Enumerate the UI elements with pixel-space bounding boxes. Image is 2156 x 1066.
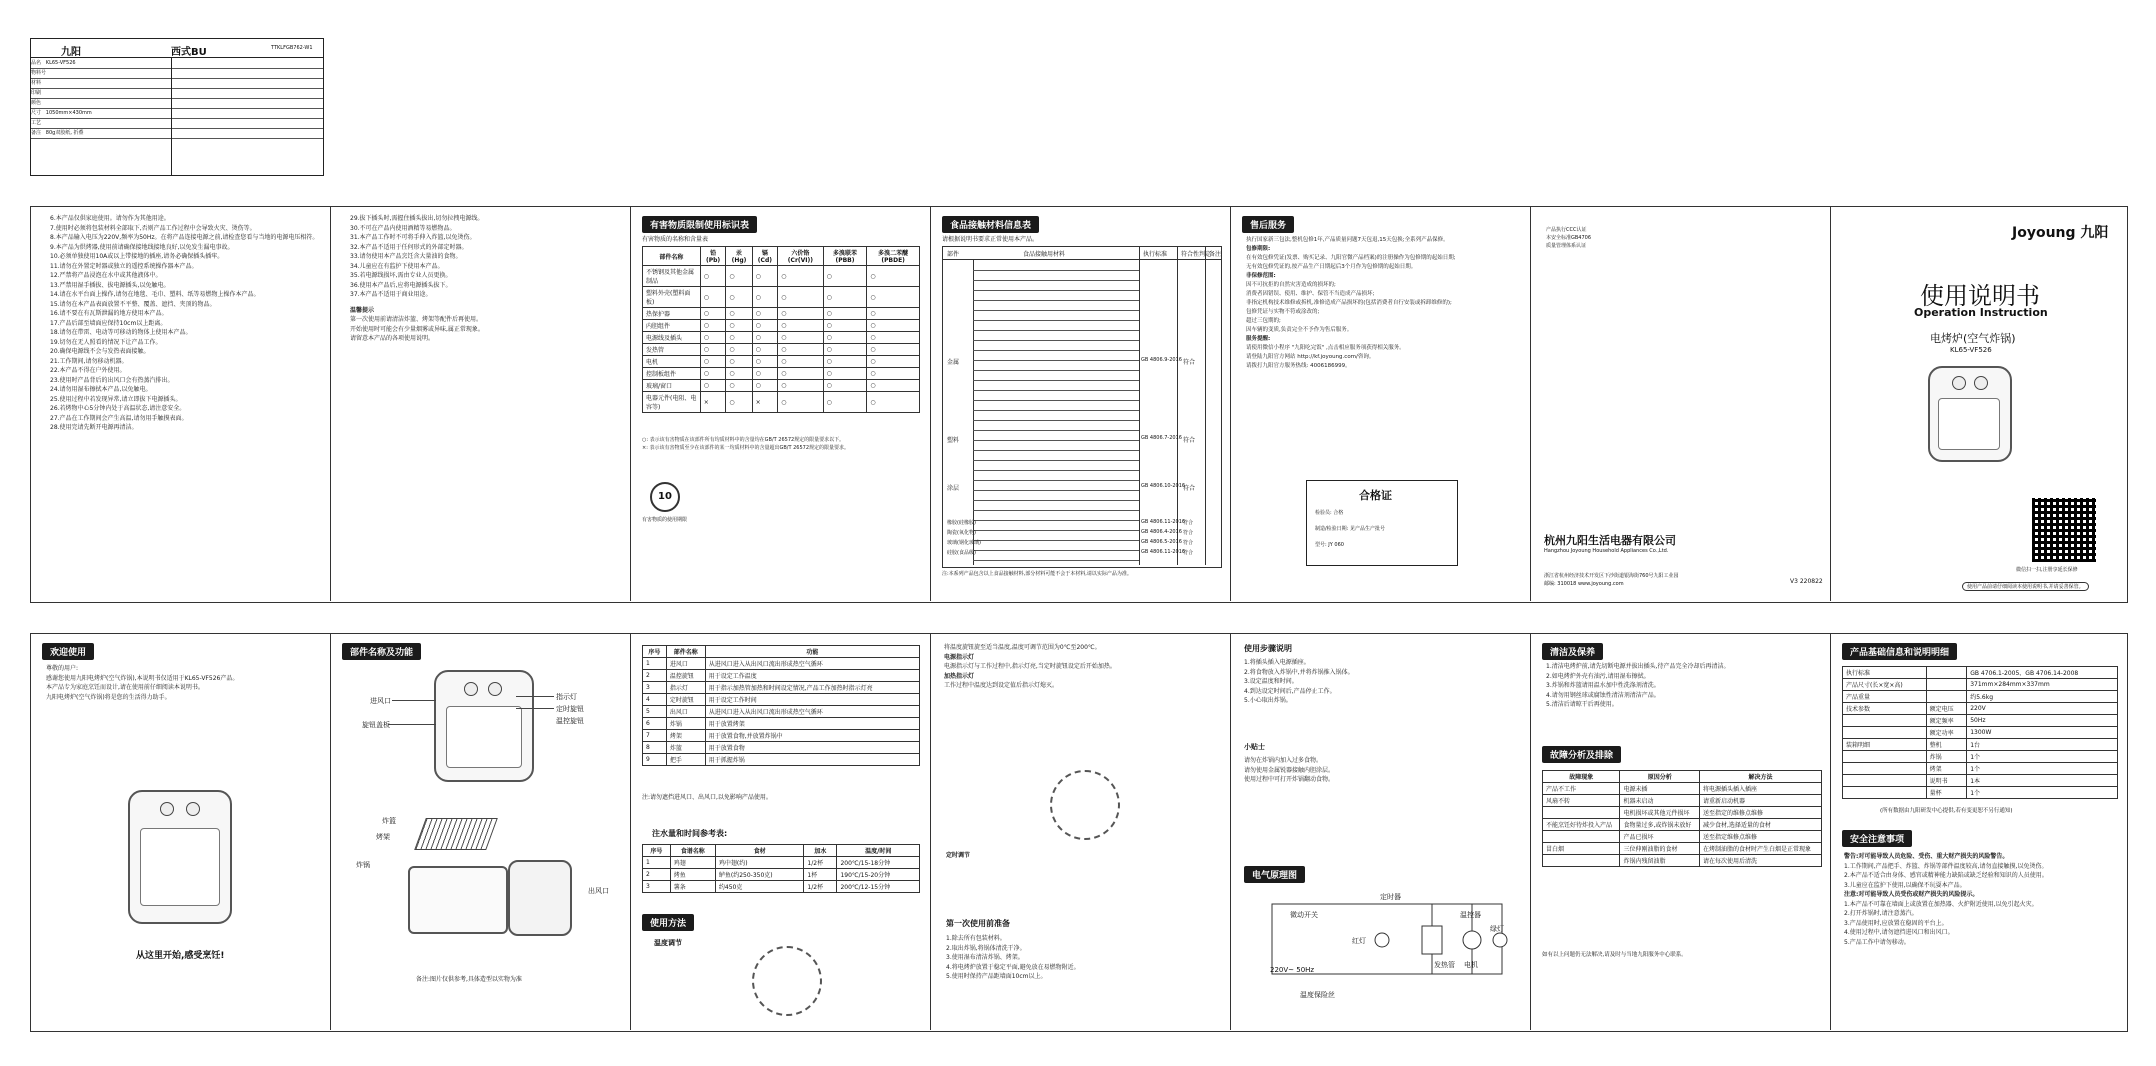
circuit-label-thermostat: 温控器 xyxy=(1460,911,1481,919)
cover-title: 使用说明书 xyxy=(1920,282,2040,310)
welcome-panel: 尊敬的用户: 感谢您使用九阳电烤炉(空气炸锅),本说明书仅适用于KL65-VF526产品。 本产品专为家庭烹饪而设计,请在使用前仔细阅读本说明书。 九阳电烤炉(空气炸锅)将是您的生活得力助手。 xyxy=(46,665,239,701)
red-lamp-symbol xyxy=(1375,933,1389,947)
table-row: 塑料外壳(塑料面板) ○ ○ ○ ○ ○ ○ xyxy=(643,287,920,308)
food-row: 橡胶(硅橡胶) xyxy=(947,520,976,526)
table-row: 产品不工作 电源未插 将电源插头插入插座 xyxy=(1543,783,1822,795)
motor-symbol xyxy=(1463,931,1481,949)
food-contact-table: 部件 食品接触用材料 执行标准 符合性判定 备注 金属 GB 4806.9-2016 符合 塑料 GB 4806.7-2016 符合 涂层 GB 4806.10-2016 符合 橡胶(硅橡胶) GB 4806.11-2016 符合 陶瓷(氧化物) GB 4806.4-2016 符合 玻璃(钢化玻璃) GB 4806.5-2016 符合 硅胶(食品级) GB 4806.11-2016 符合 xyxy=(942,246,1222,568)
company-name-en: Hangzhou Joyoung Household Appliances Co.,Ltd. xyxy=(1544,548,1669,554)
hazard-table xyxy=(642,246,920,413)
cover-fryer-illustration xyxy=(1928,366,2012,462)
circuit-label-power: 220V~ 50Hz xyxy=(1270,966,1315,974)
table-row: 热保护器 ○ ○ ○ ○ ○ ○ xyxy=(643,308,920,320)
first-use-title: 第一次使用前准备 xyxy=(946,919,1010,928)
trouble-table xyxy=(1542,770,1822,867)
table-row: 技术参数 额定电压 220V xyxy=(1843,703,2118,715)
epup-label: 有害物质的使用期限 xyxy=(642,517,688,523)
table-row: 额定频率 50Hz xyxy=(1843,715,2118,727)
callout-temp-knob: 温控旋钮 xyxy=(556,717,584,725)
table-row: 产品尺寸(长×宽×高) 371mm×284mm×337mm xyxy=(1843,679,2118,691)
callout-air-outlet: 出风口 xyxy=(588,887,609,895)
table-row: 8 炸篮 用于放置食物 xyxy=(643,742,920,754)
function-table xyxy=(642,645,920,766)
temp-label: 温度调节 xyxy=(654,939,682,947)
table-row: 6 炸锅 用于放置烤架 xyxy=(643,718,920,730)
company-address: 浙江省杭州经济技术开发区下沙街道银海街760号九阳工业园 xyxy=(1544,573,1679,579)
service-header: 售后服务 xyxy=(1242,216,1294,233)
hazard-subtitle: 有害物质的名称和含量表 xyxy=(642,236,709,243)
circuit-label-motor: 电机 xyxy=(1464,961,1478,969)
parts-fryer-illustration xyxy=(434,670,534,782)
circuit-label-heater: 发热管 xyxy=(1434,961,1455,969)
callout-basket: 炸篮 xyxy=(382,817,396,825)
table-row: 炸锅内残留油脂 请在每次使用后清洗 xyxy=(1543,855,1822,867)
rack-illustration xyxy=(414,818,498,850)
cover-title-en: Operation Instruction xyxy=(1914,306,2048,319)
product-model: KL65-VF526 xyxy=(1950,346,1992,354)
cover-bottom-note: 使用产品前请仔细阅读本使用说明书,并请妥善保管。 xyxy=(1962,582,2089,591)
cert-stamp: 产品执行CCC认证 本安全标准GB4706 质量管理体系认证 xyxy=(1546,227,1592,249)
tips-title: 温馨提示 xyxy=(350,306,375,314)
title-block-code: TTKLFGB762-W1 xyxy=(271,45,313,51)
table-row: 发热管 ○ ○ ○ ○ ○ ○ xyxy=(643,344,920,356)
green-lamp-symbol xyxy=(1493,933,1507,947)
callout-air-inlet: 进风口 xyxy=(370,697,391,705)
table-row: 冒白烟 三位伸刚油脂的食材 在烤制油脂的食材时产生白烟是正常现象 xyxy=(1543,843,1822,855)
table-row: 序号 部件名称 功能 xyxy=(643,646,920,658)
warnings-panel-2: 29.拔下插头时,需握住插头拔出,切勿拉拽电源线。 30.不可在产品内使用酒精等易燃物品。 31.本产品工作时不可将手伸入炸篮,以免烫伤。 32.本产品不适用于任何形式的外部定时器。 33.请勿使用本产品烹饪含大量油的食物。 34.儿童应在有监护下使用本产品。 35.若电源线损坏,需由专业人员更换。 36.使用本产品后,应将电源插头拔下。 37.本产品不适用于商业用途。 温馨提示 第一次使用前请清洁炸篮、烤架等配件后再使用。 开始使用时可能会有少量烟雾或异味,属正常现象。 请留意本产品的各项使用说明。 xyxy=(350,214,622,594)
table-row: 控制板组件 ○ ○ ○ ○ ○ ○ xyxy=(643,368,920,380)
food-row: 塑料 xyxy=(947,437,960,444)
title-block-brand: 九阳 xyxy=(61,47,81,58)
brand-logo: Joyoung 九阳 xyxy=(2012,225,2109,241)
hazard-notes: ○: 表示该有害物质在该部件所有均质材料中的含量均在GB/T 26572规定的限量要求以下。 ×: 表示该有害物质至少在该部件的某一均质材料中的含量超出GB/T 26572规定的限量要求。 xyxy=(642,437,850,451)
callout-indicator: 指示灯 xyxy=(556,693,577,701)
table-row: 执行标准 GB 4706.1-2005、GB 4706.14-2008 xyxy=(1843,667,2118,679)
food-row: 涂层 xyxy=(947,485,960,492)
callout-knob-panel: 旋钮盖板 xyxy=(362,721,390,729)
welcome-fryer-illustration xyxy=(128,790,232,924)
warnings-panel: 6.本产品仅供家庭使用。请勿作为其他用途。 7.使用时必须将包装材料全部取下,否则产品工作过程中会导致火灾、烫伤等。 8.本产品输入电压为220V,频率为50Hz。在将产品连接电源之前,请检查您看与当地的电源电压相符。 9.本产品为烘烤器,使用前请确保接地线接地良好,以免发生漏电事故。 10.必须单独使用10A或以上带接地的插座,请务必确保插头插牢。 11.请勿在外置定时器或独立的遥控系统操作器本产品。 12.严禁将产品浸泡在水中或其他液体中。 13.严禁用湿手插拔、拔电源插头,以免触电。 14.请在水平台面上操作,请勿在地毯、毛巾、塑料、纸等易燃物上操作本产品。 15.请勿在本产品表面放置不平整、覆盖、遮挡、夹顶的物品。 16.请不要在有瓦斯泄漏的地方使用本产品。 17.产品后部至墙面应保持10cm以上距离。 18.请勿在带雷、电动等可移动的物体上使用本产品。 19.切勿在无人照看的情况下让产品工作。 20.确保电源线不会与发热表面接触。 21.工作期间,请勿移动机器。 22.本产品不得在户外使用。 23.使用时产品背后的出风口会有热蒸汽排出。 24.请勿用湿布擦拭本产品,以免触电。 25.使用过程中若发现异常,请立即拔下电源插头。 26.若烤物中心5分钟内处于高温状态,请注意安全。 27.产品在工作期间会产生高温,请勿用手触摸表面。 28.使用完请先断开电源再清洁。 xyxy=(50,215,319,431)
food-row: 硅胶(食品级) xyxy=(947,550,976,556)
table-row: 产品已损坏 送至指定维修点维修 xyxy=(1543,831,1822,843)
food-row: 陶瓷(氧化物) xyxy=(947,530,976,536)
table-row: 3 薯条 约450克 1/2杯 200℃/12-15分钟 xyxy=(643,881,920,893)
circuit-diagram xyxy=(1262,890,1512,1000)
version-code: V3 220822 xyxy=(1790,578,1823,585)
circuit-label-green-lamp: 绿灯 xyxy=(1490,925,1504,933)
table-row: 5 出风口 从进风口进入从出风口流出形成热空气循环 xyxy=(643,706,920,718)
table-row: 电器元件(电阻、电容等) × ○ × ○ ○ ○ xyxy=(643,392,920,413)
timer-dial-illustration xyxy=(1050,770,1120,840)
first-use-panel: 1.除去所有包装材料。 2.取出炸锅,将锅体清洗干净。 3.使用湿布清洁炸锅、烤架。 4.将电烤炉放置于稳定平面,避免放在易燃物附近。 5.使用时保持产品距墙面10cm以上。 xyxy=(946,935,1080,980)
table-row: 炸锅 1个 xyxy=(1843,751,2118,763)
table-row: 装箱明细 整机 1台 xyxy=(1843,739,2118,751)
table-row: 序号 食谱名称 食材 加水 温度/时间 xyxy=(643,845,920,857)
recipe-table xyxy=(642,844,920,893)
table-row: 1 进风口 从进风口进入从出风口流出形成热空气循环 xyxy=(643,658,920,670)
callout-timer-knob: 定时旋钮 xyxy=(556,705,584,713)
circuit-header: 电气原理图 xyxy=(1244,866,1305,883)
table-row: 说明书 1本 xyxy=(1843,775,2118,787)
table-row: 内胆组件 ○ ○ ○ ○ ○ ○ xyxy=(643,320,920,332)
table-row: 9 把手 用于抓握炸锅 xyxy=(643,754,920,766)
qr-caption: 微信扫一扫,注册享延长保修 xyxy=(2016,567,2078,573)
specs-table xyxy=(1842,666,2118,799)
safety-panel: 警告:对可能导致人员危险、受伤、重大财产损失的风险警告。 1.工作期间,产品把手、炸篮、炸锅等部件温度较高,请勿直接触摸,以免烫伤。 2.本产品不适合由身体、感官或精神能力缺陷或缺乏经验和知识的人员使用。 3.儿童应在监护下使用,以确保不玩耍本产品。 注意:对可能导致人员受伤或财产损失的风险提示。 1.本产品不可靠在墙面上或放置在加热器、火炉附近使用,以免引起火灾。 2.打开炸锅时,请注意蒸汽。 3.产品使用时,应放置在稳固的平台上。 4.使用过程中,请勿遮挡进风口和出风口。 5.产品工作中请勿移动。 xyxy=(1844,852,2120,1026)
callout-rack: 烤架 xyxy=(376,833,390,841)
title-block-dept: 西式BU xyxy=(171,47,207,58)
table-row: 量杯 1个 xyxy=(1843,787,2118,799)
certificate-title: 合格证 xyxy=(1359,489,1392,502)
table-row: 不锈钢及其他金属制品 ○ ○ ○ ○ ○ ○ xyxy=(643,266,920,287)
basket-illustration xyxy=(408,866,508,934)
specs-header: 产品基础信息和说明明细 xyxy=(1842,643,1957,660)
cleaning-panel: 1.清洁电烤炉前,请先切断电源并拔出插头,待产品完全冷却后再清洁。 2.如电烤炉外壳有油污,请用湿布擦拭。 3.炸锅和炸篮请用温水加中性洗涤剂清洗。 4.请勿用钢丝球或腐蚀性清洁剂清洁产品。 5.清洁后请晾干后再使用。 xyxy=(1546,663,1730,708)
recipe-title: 注水量和时间参考表: xyxy=(652,829,728,838)
table-row: 产品重量 约5.6kg xyxy=(1843,691,2118,703)
title-block xyxy=(30,38,324,176)
table-row: 4 定时旋钮 用于设定工作时间 xyxy=(643,694,920,706)
food-contact-intro: 请根据说明书要求正常使用本产品。 xyxy=(942,236,1039,243)
table-row: 电源线及插头 ○ ○ ○ ○ ○ ○ xyxy=(643,332,920,344)
welcome-footer: 从这里开始,感受烹饪! xyxy=(136,951,225,961)
table-row: 2 温控旋钮 用于设定工作温度 xyxy=(643,670,920,682)
epup-logo: 10 xyxy=(650,482,680,512)
safety-header: 安全注意事项 xyxy=(1842,830,1912,847)
trouble-footnote: 如有以上问题仍无法解决,请及时与当地九阳服务中心联系。 xyxy=(1542,952,1687,958)
table-row: 3 指示灯 用于指示加热管加热和时间设定情况,产品工作加热时指示灯亮 xyxy=(643,682,920,694)
function-note: 注:请勿遮挡进风口、出风口,以免影响产品使用。 xyxy=(642,794,772,801)
food-row: 玻璃(钢化玻璃) xyxy=(947,540,981,546)
usage-tips-title: 小贴士 xyxy=(1244,743,1265,751)
table-row: 玻璃/窗口 ○ ○ ○ ○ ○ ○ xyxy=(643,380,920,392)
side-view-illustration xyxy=(508,860,572,936)
parts-note: 备注:图片仅供参考,具体造型以实物为准 xyxy=(416,976,522,983)
table-row: 电机 ○ ○ ○ ○ ○ ○ xyxy=(643,356,920,368)
table-row: 烤架 1个 xyxy=(1843,763,2118,775)
product-name: 电烤炉(空气炸锅) xyxy=(1930,332,2016,345)
company-name: 杭州九阳生活电器有限公司 xyxy=(1544,534,1676,547)
warning-line: 警告:对可能导致人员危险、受伤、重大财产损失的风险警告。 xyxy=(1844,853,2009,860)
circuit-label-switch: 微动开关 xyxy=(1290,911,1318,919)
caution-line: 注意:对可能导致人员受伤或财产损失的风险提示。 xyxy=(1844,891,1979,898)
qr-code[interactable] xyxy=(2032,498,2096,562)
spec-note: (所有数据由九阳研发中心提供,若有变更恕不另行通知) xyxy=(1880,808,2013,814)
food-contact-note: 注:本系列产品包含以上食品接触材料,部分材料可能不会于本材料,请以实际产品为准。 xyxy=(942,571,1132,577)
service-panel: 执行国家新三包法,整机包修1年,产品质量问题7天包退,15天包换;全系列产品保修。 包修期限: 在有效包修凭证(发票、购买记录、九阳官微产品档案)的注册操作为包修期的起始日期; 无有效包修凭证的,按产品生产日期起后3个月作为包修期的起始日期。 非保修范围: 因不可抗拒的自然灾害造成的损坏的; 消费者因错误、使用、维护、保管不当造成产品损坏; 非指定机构技术维修或拆机,准修造成产品损坏的(包括消费者自行安装或拆卸维修的); 包修凭证与实物不符或涂改的; 超过三包期的; 因车辆的变质,负责完全不予作为售后服务。 服务提醒: 请使用微信小程序 "九阳吃完饭" ,点击相应服务项获得相关服务。 请登陆九阳官方网站 http://kf.joyoung.com/咨询。 请拨打九阳官方服务热线: 4006186999。 xyxy=(1246,237,1456,369)
food-row: 金属 xyxy=(947,359,960,366)
guide-panel: 1.将插头插入电源插座。 2.将食物放入炸锅中,并将炸锅推入锅体。 3.设定温度和时间。 4.到达设定时间后,产品停止工作。 5.小心取出炸锅。 xyxy=(1244,659,1354,704)
table-row: 1 鸡翅 鸡中翅(约) 1/2杯 200℃/15-18分钟 xyxy=(643,857,920,869)
guide-title: 使用步骤说明 xyxy=(1244,644,1292,653)
circuit-label-fuse: 温度保险丝 xyxy=(1300,991,1335,999)
table-row: 额定功率 1300W xyxy=(1843,727,2118,739)
temp-dial-illustration xyxy=(752,946,822,1016)
trouble-header: 故障分析及排除 xyxy=(1542,746,1621,763)
circuit-label-red-lamp: 红灯 xyxy=(1352,937,1366,945)
hazard-header: 有害物质限制使用标识表 xyxy=(642,216,757,233)
table-row: 2 烤鱼 鲈鱼(约250-350克) 1杯 190℃/15-20分钟 xyxy=(643,869,920,881)
company-postcode: 邮编: 310018 www.joyoung.com xyxy=(1544,581,1624,587)
callout-pan: 炸锅 xyxy=(356,861,370,869)
title-block-rows: 品名 KL65-VF526 物料号 材料 印刷 颜色 尺寸 1050mm×430mm 工艺 备注 80g双胶纸, 折叠 xyxy=(31,59,323,139)
usage-tips-panel: 请勿在炸锅内加入过多食物。 请勿使用金属锐器接触内胆涂层。 使用过程中可打开炸锅翻动食物。 xyxy=(1244,757,1335,783)
usage-panel: 将温度旋钮旋至适当温度,温度可调节范围为0℃至200℃。 电源指示灯 电源指示灯与工作过程中,指示灯亮,当定时旋钮设定后开始加热。 加热指示灯 工作过程中温度达到设定值后指示灯熄灭。 xyxy=(944,644,1116,689)
food-contact-header: 食品接触材料信息表 xyxy=(942,216,1039,233)
heater-symbol xyxy=(1422,926,1442,954)
parts-header: 部件名称及功能 xyxy=(342,643,421,660)
welcome-header: 欢迎使用 xyxy=(42,643,94,660)
circuit-label-timer: 定时器 xyxy=(1380,893,1401,901)
usage-header: 使用方法 xyxy=(642,914,694,931)
table-row: 7 烤架 用于放置食物,并放置炸锅中 xyxy=(643,730,920,742)
table-row: 不能烹饪好待炸投入产品 食物量过多,或炸锅未放好 减少食材,选择适量的食材 xyxy=(1543,819,1822,831)
timer-title: 定时调节 xyxy=(946,852,971,859)
certificate: 合格证 检验员: 合格 制造/检验日期: 见产品生产批号 型号: JY 060 xyxy=(1306,480,1458,566)
cleaning-header: 清洁及保养 xyxy=(1542,643,1603,660)
table-row: 风扇不转 机器未启动 请重新启动机器 xyxy=(1543,795,1822,807)
table-row: 故障现象 原因分析 解决方法 xyxy=(1543,771,1822,783)
table-row: 部件名称 铅(Pb) 汞(Hg) 镉(Cd) 六价铬(Cr(VI)) 多溴联苯(PBB) 多溴二苯醚(PBDE) xyxy=(643,247,920,266)
table-row: 电机损坏或其他元件损坏 送至指定的维修点维修 xyxy=(1543,807,1822,819)
